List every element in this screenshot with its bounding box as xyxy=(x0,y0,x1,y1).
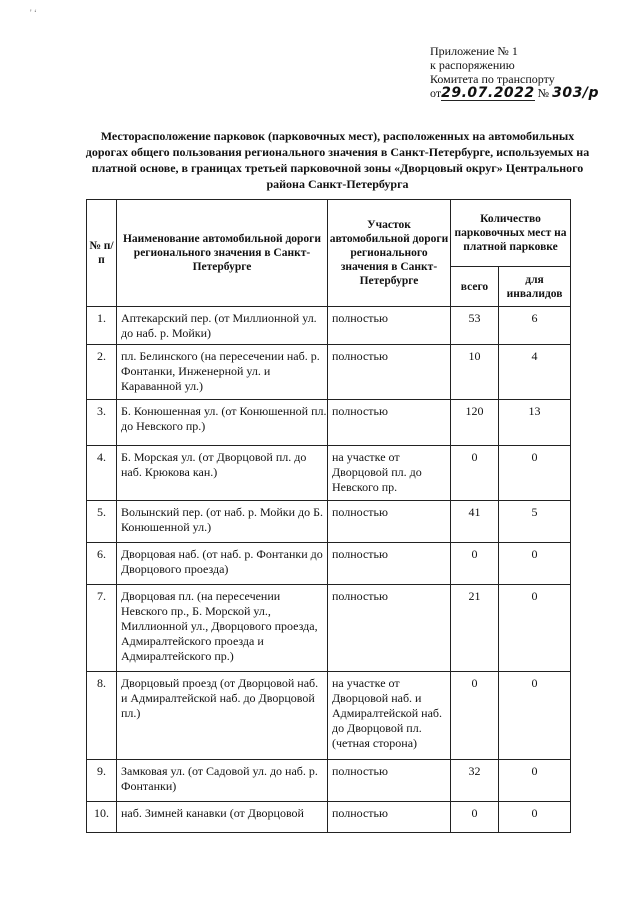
road-name: наб. Зимней канавки (от Дворцовой xyxy=(117,802,328,833)
road-name: Дворцовая пл. (на пересечении Невского пр., Б. Морской ул., Миллионной ул., Дворцового проезда, Адмиралтейского проезда и Адмиралтейского пр.) xyxy=(117,585,328,672)
spaces-total: 21 xyxy=(451,585,499,672)
spaces-disabled: 0 xyxy=(499,672,571,760)
table-row xyxy=(87,446,571,501)
table-row xyxy=(87,307,571,345)
header-num: № п/п xyxy=(87,200,117,307)
table-row xyxy=(87,543,571,585)
row-number: 2. xyxy=(87,345,117,400)
road-section: полностью xyxy=(328,802,451,833)
spaces-disabled: 0 xyxy=(499,585,571,672)
road-section: полностью xyxy=(328,307,451,345)
parking-table xyxy=(86,199,571,833)
table-row xyxy=(87,760,571,802)
spaces-disabled: 0 xyxy=(499,802,571,833)
spaces-total: 0 xyxy=(451,446,499,501)
road-section: полностью xyxy=(328,501,451,543)
header-road: Наименование автомобильной дороги регионального значения в Санкт-Петербурге xyxy=(117,200,328,307)
spaces-total: 41 xyxy=(451,501,499,543)
table-row xyxy=(87,802,571,833)
road-name: Аптекарский пер. (от Миллионной ул. до наб. р. Мойки) xyxy=(117,307,328,345)
row-number: 1. xyxy=(87,307,117,345)
spaces-disabled: 13 xyxy=(499,400,571,446)
row-number: 7. xyxy=(87,585,117,672)
spaces-total: 32 xyxy=(451,760,499,802)
header-count: Количество парковочных мест на платной парковке xyxy=(451,200,571,267)
table-row xyxy=(87,501,571,543)
document-title: Месторасположение парковок (парковочных мест), расположенных на автомобильных дорогах общего пользования регионального значения в Санкт-Петербурге, используемых на платной основе, в границах третьей парковочной зоны «Дворцовый округ» Центрального района Санкт-Петербурга xyxy=(85,129,590,191)
row-number: 9. xyxy=(87,760,117,802)
table-row xyxy=(87,400,571,446)
row-number: 8. xyxy=(87,672,117,760)
table-row xyxy=(87,585,571,672)
appendix-committee-line: Комитета по транспорту xyxy=(430,72,555,86)
appendix-order-line: к распоряжению xyxy=(430,58,515,72)
appendix-date-number xyxy=(430,86,630,101)
road-name: Волынский пер. (от наб. р. Мойки до Б. Конюшенной ул.) xyxy=(117,501,328,543)
spaces-disabled: 0 xyxy=(499,760,571,802)
row-number: 10. xyxy=(87,802,117,833)
road-name: Б. Морская ул. (от Дворцовой пл. до наб. Крюкова кан.) xyxy=(117,446,328,501)
road-name: Б. Конюшенная ул. (от Конюшенной пл. до Невского пр.) xyxy=(117,400,328,446)
spaces-total: 0 xyxy=(451,672,499,760)
spaces-disabled: 4 xyxy=(499,345,571,400)
row-number: 6. xyxy=(87,543,117,585)
spaces-disabled: 6 xyxy=(499,307,571,345)
header-disabled: для инвалидов xyxy=(499,267,571,307)
spaces-total: 0 xyxy=(451,543,499,585)
row-number: 5. xyxy=(87,501,117,543)
appendix-title: Приложение № 1 xyxy=(430,44,518,58)
corner-scan-marks: ' ‘ xyxy=(30,8,37,18)
table-row xyxy=(87,672,571,760)
appendix-header xyxy=(430,44,630,101)
road-section: полностью xyxy=(328,400,451,446)
spaces-total: 0 xyxy=(451,802,499,833)
spaces-total: 53 xyxy=(451,307,499,345)
row-number: 4. xyxy=(87,446,117,501)
document-number: 303/р xyxy=(552,85,599,101)
spaces-disabled: 0 xyxy=(499,446,571,501)
road-section: на участке от Дворцовой наб. и Адмиралтейской наб. до Дворцовой пл. (четная сторона) xyxy=(328,672,451,760)
spaces-total: 10 xyxy=(451,345,499,400)
road-section: полностью xyxy=(328,345,451,400)
road-name: Замковая ул. (от Садовой ул. до наб. р. Фонтанки) xyxy=(117,760,328,802)
number-prefix: № xyxy=(537,86,550,100)
road-name: Дворцовый проезд (от Дворцовой наб. и Адмиралтейской наб. до Дворцовой пл.) xyxy=(117,672,328,760)
spaces-disabled: 5 xyxy=(499,501,571,543)
header-section: Участок автомобильной дороги регионального значения в Санкт-Петербурге xyxy=(328,200,451,307)
from-prefix: от xyxy=(430,86,442,100)
road-section: полностью xyxy=(328,543,451,585)
road-section: полностью xyxy=(328,760,451,802)
road-name: пл. Белинского (на пересечении наб. р. Фонтанки, Инженерной ул. и Караванной ул.) xyxy=(117,345,328,400)
road-name: Дворцовая наб. (от наб. р. Фонтанки до Дворцового проезда) xyxy=(117,543,328,585)
spaces-total: 120 xyxy=(451,400,499,446)
road-section: на участке от Дворцовой пл. до Невского пр. xyxy=(328,446,451,501)
table-row xyxy=(87,345,571,400)
header-total: всего xyxy=(451,267,499,307)
road-section: полностью xyxy=(328,585,451,672)
spaces-disabled: 0 xyxy=(499,543,571,585)
document-date: 29.07.2022 xyxy=(441,85,535,101)
row-number: 3. xyxy=(87,400,117,446)
